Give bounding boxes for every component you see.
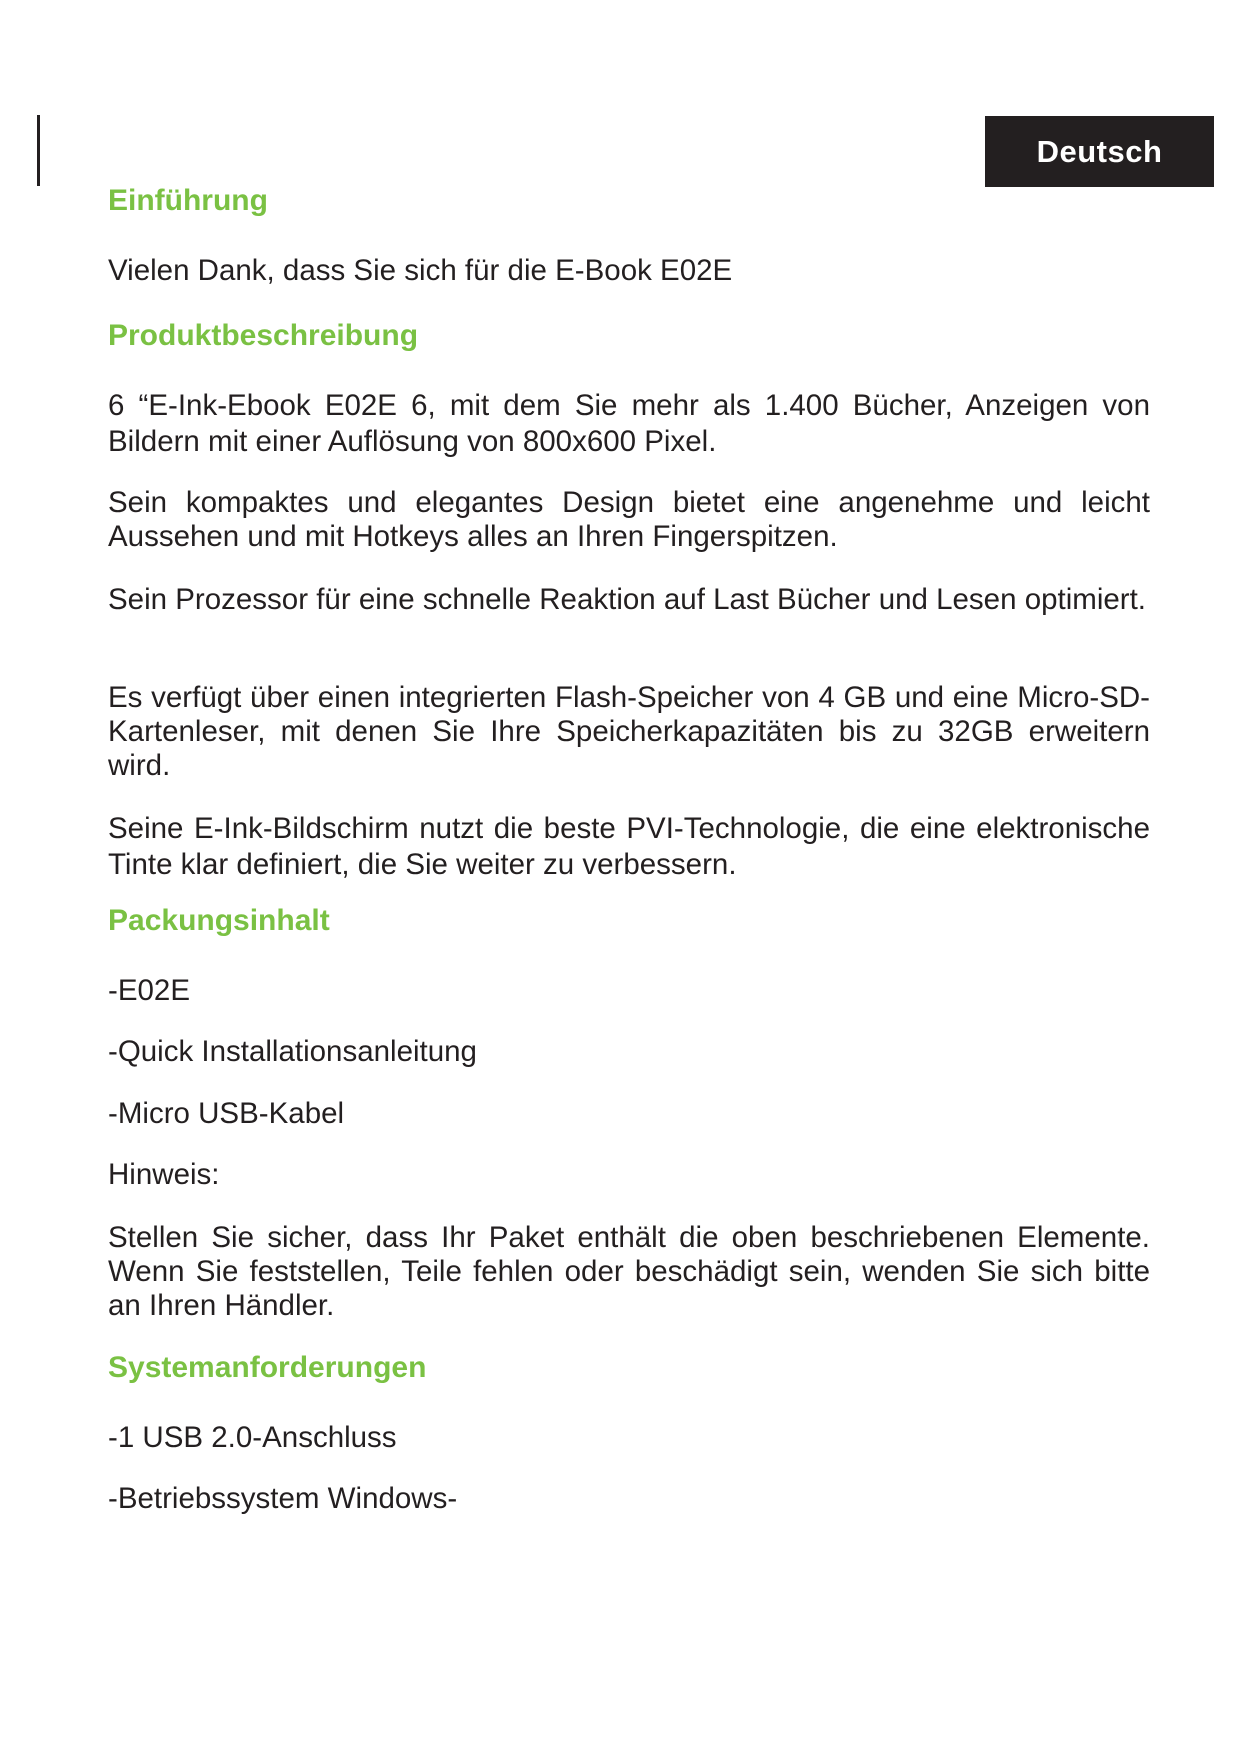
package-item-usb-cable: -Micro USB-Kabel: [108, 1097, 345, 1130]
package-note-label: Hinweis:: [108, 1158, 220, 1191]
intro-text: Vielen Dank, dass Sie sich für die E-Book E02E: [108, 254, 733, 287]
package-item-e02e: -E02E: [108, 974, 190, 1007]
heading-produktbeschreibung: Produktbeschreibung: [108, 319, 419, 352]
margin-marker-bar: [37, 115, 40, 186]
language-tab: Deutsch: [985, 116, 1214, 187]
requirement-item-usb: -1 USB 2.0-Anschluss: [108, 1421, 397, 1454]
description-paragraph-4: Es verfügt über einen integrierten Flash-Speicher von 4 GB und eine Micro-SD-Kartenleser, mit denen Sie Ihre Speicherkapazitäten bis zu 32GB erweitern wird.: [108, 681, 1150, 782]
description-paragraph-3: Sein Prozessor für eine schnelle Reaktion auf Last Bücher und Lesen optimiert.: [108, 583, 1147, 616]
description-paragraph-1: 6 “E-Ink-Ebook E02E 6, mit dem Sie mehr als 1.400 Bücher, Anzeigen von Bildern mit einer Auflösung von 800x600 Pixel.: [108, 389, 1150, 458]
package-note-text: Stellen Sie sicher, dass Ihr Paket enthält die oben beschriebenen Elemente. Wenn Sie feststellen, Teile fehlen oder beschädigt sein, wenden Sie sich bitte an Ihren Händler.: [108, 1221, 1150, 1322]
requirement-item-os: -Betriebssystem Windows-: [108, 1482, 458, 1515]
description-paragraph-5: Seine E-Ink-Bildschirm nutzt die beste PVI-Technologie, die eine elektronische Tinte klar definiert, die Sie weiter zu verbessern.: [108, 812, 1150, 881]
package-item-quick-guide: -Quick Installationsanleitung: [108, 1035, 477, 1068]
heading-einfuehrung: Einführung: [108, 184, 268, 217]
heading-systemanforderungen: Systemanforderungen: [108, 1351, 427, 1384]
description-paragraph-2: Sein kompaktes und elegantes Design bietet eine angenehme und leicht Aussehen und mit Hotkeys alles an Ihren Fingerspitzen.: [108, 486, 1150, 553]
heading-packungsinhalt: Packungsinhalt: [108, 904, 330, 937]
